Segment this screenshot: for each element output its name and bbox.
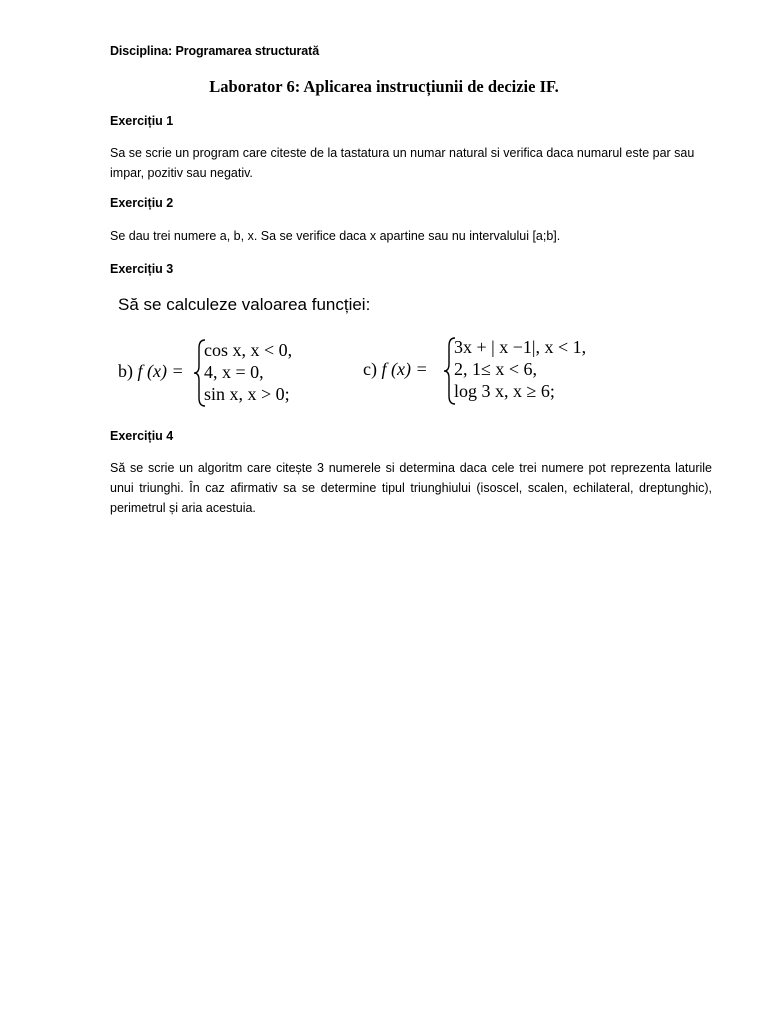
function-b-case: sin x, x > 0; bbox=[204, 384, 290, 404]
exercise-1-heading: Exercițiu 1 bbox=[110, 114, 174, 128]
function-c-label: c) bbox=[363, 359, 377, 379]
page-title: Laborator 6: Aplicarea instrucțiunii de decizie IF. bbox=[209, 77, 559, 96]
function-b-case: cos x, x < 0, bbox=[204, 340, 293, 360]
function-c-case: log 3 x, x ≥ 6; bbox=[454, 381, 555, 401]
function-b-lhs: f (x) = bbox=[137, 361, 184, 381]
function-b-label: b) bbox=[118, 361, 133, 381]
exercise-1-text: Sa se scrie un program care citeste de la tastatura un numar natural si verifica daca numarul este par sau impar, pozitiv sau negativ. bbox=[110, 146, 695, 180]
function-c-lhs: f (x) = bbox=[381, 359, 428, 379]
formula-title: Să se calculeze valoarea funcției: bbox=[118, 295, 371, 314]
function-c-case: 3x + | x −1|, x < 1, bbox=[454, 337, 587, 357]
function-b-case: 4, x = 0, bbox=[204, 362, 264, 382]
exercise-2-text: Se dau trei numere a, b, x. Sa se verifice daca x apartine sau nu intervalului [a;b]. bbox=[110, 229, 561, 243]
exercise-2-heading: Exercițiu 2 bbox=[110, 196, 174, 210]
discipline-label: Disciplina: Programarea structurată bbox=[110, 44, 320, 58]
exercise-4-heading: Exercițiu 4 bbox=[110, 429, 174, 443]
exercise-4-text: Să se scrie un algoritm care citește 3 numerele si determina daca cele trei numere pot reprezenta laturile unui triunghi. În caz afirmativ sa se determine tipul triunghiului (isoscel, scalen, echilateral, dreptunghic), perimetrul și aria acestuia. bbox=[110, 461, 712, 515]
function-c-case: 2, 1≤ x < 6, bbox=[454, 359, 538, 379]
exercise-3-heading: Exercițiu 3 bbox=[110, 262, 174, 276]
